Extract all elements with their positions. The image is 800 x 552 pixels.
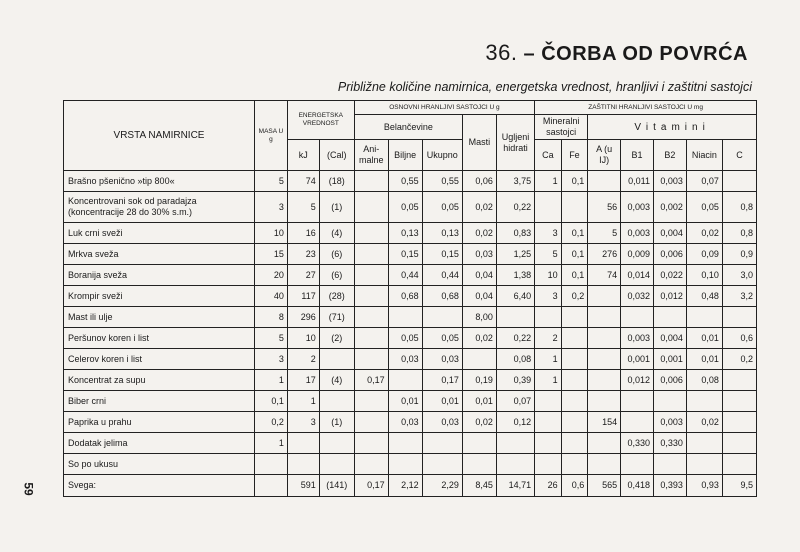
cell-ugl: 0,22: [496, 192, 534, 223]
cell-bilj: 0,15: [388, 244, 422, 265]
cell-cal: (6): [319, 265, 354, 286]
cell-b1: 0,032: [621, 286, 654, 307]
cell-fe: 0,2: [561, 286, 588, 307]
cell-ca: 3: [535, 223, 562, 244]
cell-anim: [354, 286, 388, 307]
cell-a: 276: [588, 244, 621, 265]
cell-b1: 0,330: [621, 433, 654, 454]
cell-cal: (71): [319, 307, 354, 328]
ingredient-name: Boranija sveža: [64, 265, 255, 286]
cell-b2: 0,004: [653, 223, 686, 244]
cell-kj: [287, 433, 319, 454]
cell-niacin: 0,08: [686, 370, 722, 391]
total-row: [64, 475, 757, 497]
cell-kj: 10: [287, 328, 319, 349]
cell-anim: [354, 223, 388, 244]
cell-masa: 1: [255, 370, 288, 391]
cell-anim: [354, 192, 388, 223]
cell-a: 154: [588, 412, 621, 433]
cell-b2: 0,012: [653, 286, 686, 307]
cell-cal: (4): [319, 223, 354, 244]
cell-fe: 0,6: [561, 475, 588, 497]
cell-b2: 0,006: [653, 244, 686, 265]
cell-b1: [621, 412, 654, 433]
header-masa: MASA U g: [255, 101, 288, 171]
cell-fe: [561, 349, 588, 370]
cell-niacin: 0,10: [686, 265, 722, 286]
cell-kj: 591: [287, 475, 319, 497]
cell-b1: 0,012: [621, 370, 654, 391]
cell-bilj: 0,05: [388, 192, 422, 223]
cell-masa: 5: [255, 328, 288, 349]
table-row: [64, 265, 757, 286]
cell-masa: 0,2: [255, 412, 288, 433]
cell-masti: 0,02: [462, 192, 496, 223]
cell-bilj: 0,03: [388, 412, 422, 433]
cell-fe: 0,1: [561, 223, 588, 244]
cell-masti: 0,04: [462, 265, 496, 286]
ingredient-name: Koncentrovani sok od paradajza (koncentracije 28 do 30% s.m.): [64, 192, 255, 223]
cell-bilj: [388, 370, 422, 391]
cell-a: [588, 286, 621, 307]
table-row: [64, 223, 757, 244]
ingredient-name: Koncentrat za supu: [64, 370, 255, 391]
title-number: 36.: [485, 40, 518, 65]
cell-c: 9,5: [722, 475, 756, 497]
cell-cal: (28): [319, 286, 354, 307]
ingredient-name: Mast ili ulje: [64, 307, 255, 328]
cell-ca: [535, 433, 562, 454]
cell-b1: 0,001: [621, 349, 654, 370]
cell-anim: [354, 265, 388, 286]
cell-a: 56: [588, 192, 621, 223]
cell-kj: 117: [287, 286, 319, 307]
cell-niacin: [686, 391, 722, 412]
cell-masti: [462, 454, 496, 475]
cell-kj: [287, 454, 319, 475]
header-niacin: Niacin: [686, 140, 722, 171]
cell-masa: [255, 475, 288, 497]
cell-ca: 1: [535, 349, 562, 370]
cell-anim: [354, 454, 388, 475]
cell-ukup: 0,44: [422, 265, 462, 286]
cell-bilj: 2,12: [388, 475, 422, 497]
table-row: [64, 286, 757, 307]
ingredient-name: Luk crni sveži: [64, 223, 255, 244]
table-row: [64, 192, 757, 223]
ingredient-name: Biber crni: [64, 391, 255, 412]
cell-c: 0,8: [722, 192, 756, 223]
cell-b2: 0,330: [653, 433, 686, 454]
cell-kj: 296: [287, 307, 319, 328]
cell-a: [588, 349, 621, 370]
cell-c: [722, 433, 756, 454]
cell-a: [588, 433, 621, 454]
header-c: C: [722, 140, 756, 171]
cell-b1: 0,014: [621, 265, 654, 286]
cell-masa: 40: [255, 286, 288, 307]
cell-anim: [354, 171, 388, 192]
cell-bilj: [388, 433, 422, 454]
cell-niacin: [686, 454, 722, 475]
cell-cal: [319, 349, 354, 370]
cell-c: [722, 391, 756, 412]
cell-anim: [354, 349, 388, 370]
cell-anim: [354, 412, 388, 433]
cell-ugl: [496, 433, 534, 454]
cell-ukup: [422, 454, 462, 475]
cell-cal: (4): [319, 370, 354, 391]
cell-ca: 2: [535, 328, 562, 349]
cell-niacin: 0,07: [686, 171, 722, 192]
cell-ukup: 0,13: [422, 223, 462, 244]
cell-kj: 3: [287, 412, 319, 433]
cell-ukup: 0,05: [422, 192, 462, 223]
cell-b2: 0,003: [653, 171, 686, 192]
cell-fe: [561, 307, 588, 328]
header-a: A (u IJ): [588, 140, 621, 171]
cell-niacin: [686, 307, 722, 328]
cell-niacin: [686, 433, 722, 454]
cell-ca: 10: [535, 265, 562, 286]
cell-cal: (1): [319, 192, 354, 223]
cell-ugl: 14,71: [496, 475, 534, 497]
cell-ukup: 0,03: [422, 412, 462, 433]
cell-cal: (141): [319, 475, 354, 497]
header-b1: B1: [621, 140, 654, 171]
cell-ugl: 0,83: [496, 223, 534, 244]
cell-b2: 0,003: [653, 412, 686, 433]
cell-cal: [319, 454, 354, 475]
cell-anim: [354, 328, 388, 349]
cell-masa: 10: [255, 223, 288, 244]
table-row: [64, 307, 757, 328]
cell-anim: [354, 391, 388, 412]
cell-ukup: 0,03: [422, 349, 462, 370]
cell-ukup: 0,05: [422, 328, 462, 349]
header-kj: kJ: [287, 140, 319, 171]
ingredient-name: Brašno pšenično »tip 800«: [64, 171, 255, 192]
cell-b2: [653, 391, 686, 412]
header-fe: Fe: [561, 140, 588, 171]
cell-c: [722, 307, 756, 328]
cell-niacin: 0,48: [686, 286, 722, 307]
cell-b2: 0,002: [653, 192, 686, 223]
cell-b1: 0,011: [621, 171, 654, 192]
table-row: [64, 370, 757, 391]
ingredient-name: Krompir sveži: [64, 286, 255, 307]
cell-ca: [535, 412, 562, 433]
cell-a: 565: [588, 475, 621, 497]
ingredient-name: Mrkva sveža: [64, 244, 255, 265]
cell-ca: 26: [535, 475, 562, 497]
cell-cal: (2): [319, 328, 354, 349]
cell-fe: 0,1: [561, 171, 588, 192]
cell-c: [722, 370, 756, 391]
cell-b1: 0,418: [621, 475, 654, 497]
cell-masa: 15: [255, 244, 288, 265]
cell-a: 74: [588, 265, 621, 286]
cell-masa: 0,1: [255, 391, 288, 412]
cell-masa: 5: [255, 171, 288, 192]
cell-ukup: 0,68: [422, 286, 462, 307]
cell-fe: [561, 412, 588, 433]
cell-masa: 3: [255, 192, 288, 223]
nutrition-table: [63, 100, 757, 497]
cell-ugl: 0,39: [496, 370, 534, 391]
cell-a: [588, 307, 621, 328]
cell-b1: [621, 454, 654, 475]
cell-anim: [354, 307, 388, 328]
cell-bilj: 0,44: [388, 265, 422, 286]
cell-niacin: 0,01: [686, 349, 722, 370]
header-b2: B2: [653, 140, 686, 171]
cell-masti: 0,02: [462, 328, 496, 349]
table-row: [64, 349, 757, 370]
cell-ca: [535, 192, 562, 223]
table-row: [64, 391, 757, 412]
table-row: [64, 433, 757, 454]
cell-c: 3,0: [722, 265, 756, 286]
cell-c: [722, 454, 756, 475]
cell-masti: 0,03: [462, 244, 496, 265]
cell-niacin: 0,93: [686, 475, 722, 497]
cell-ukup: [422, 433, 462, 454]
cell-ugl: 3,75: [496, 171, 534, 192]
cell-masa: [255, 454, 288, 475]
cell-b1: 0,003: [621, 328, 654, 349]
cell-anim: [354, 244, 388, 265]
header-masti: Masti: [462, 115, 496, 171]
cell-ca: [535, 454, 562, 475]
cell-b1: [621, 307, 654, 328]
header-ugljeni: Ugljeni hidrati: [496, 115, 534, 171]
cell-ukup: 0,15: [422, 244, 462, 265]
cell-b2: 0,004: [653, 328, 686, 349]
cell-bilj: 0,13: [388, 223, 422, 244]
cell-masti: [462, 349, 496, 370]
cell-c: 0,9: [722, 244, 756, 265]
cell-b2: 0,001: [653, 349, 686, 370]
cell-fe: [561, 328, 588, 349]
cell-cal: (6): [319, 244, 354, 265]
cell-fe: [561, 391, 588, 412]
cell-ugl: [496, 454, 534, 475]
cell-b1: 0,003: [621, 223, 654, 244]
cell-ugl: 0,22: [496, 328, 534, 349]
cell-niacin: 0,09: [686, 244, 722, 265]
cell-cal: (1): [319, 412, 354, 433]
cell-bilj: [388, 307, 422, 328]
cell-b2: 0,393: [653, 475, 686, 497]
cell-ugl: 6,40: [496, 286, 534, 307]
cell-masti: 0,06: [462, 171, 496, 192]
cell-ca: [535, 391, 562, 412]
header-vitamini: Vitamini: [588, 115, 757, 140]
table-row: [64, 412, 757, 433]
cell-kj: 2: [287, 349, 319, 370]
header-vrsta: VRSTA NAMIRNICE: [64, 101, 255, 171]
header-mineralni: Mineralni sastojci: [535, 115, 588, 140]
cell-fe: 0,1: [561, 265, 588, 286]
cell-bilj: 0,03: [388, 349, 422, 370]
header-osnovni: OSNOVNI HRANLJIVI SASTOJCI U g: [354, 101, 534, 115]
cell-b1: 0,009: [621, 244, 654, 265]
cell-c: 0,6: [722, 328, 756, 349]
ingredient-name: Svega:: [64, 475, 255, 497]
cell-a: [588, 391, 621, 412]
cell-masti: 0,01: [462, 391, 496, 412]
cell-cal: [319, 433, 354, 454]
cell-c: [722, 412, 756, 433]
cell-bilj: 0,55: [388, 171, 422, 192]
cell-bilj: 0,05: [388, 328, 422, 349]
cell-niacin: 0,02: [686, 223, 722, 244]
page-number: 59: [21, 482, 36, 496]
ingredient-name: So po ukusu: [64, 454, 255, 475]
cell-fe: [561, 370, 588, 391]
cell-a: 5: [588, 223, 621, 244]
cell-kj: 74: [287, 171, 319, 192]
cell-ugl: 0,07: [496, 391, 534, 412]
cell-ukup: 2,29: [422, 475, 462, 497]
cell-masti: 0,02: [462, 223, 496, 244]
header-ca: Ca: [535, 140, 562, 171]
cell-kj: 16: [287, 223, 319, 244]
cell-ukup: 0,01: [422, 391, 462, 412]
cell-ugl: 0,12: [496, 412, 534, 433]
cell-c: 0,8: [722, 223, 756, 244]
cell-bilj: 0,01: [388, 391, 422, 412]
cell-fe: [561, 454, 588, 475]
cell-ukup: 0,55: [422, 171, 462, 192]
cell-ugl: 1,25: [496, 244, 534, 265]
cell-a: [588, 454, 621, 475]
cell-masa: 8: [255, 307, 288, 328]
cell-anim: 0,17: [354, 475, 388, 497]
cell-kj: 17: [287, 370, 319, 391]
cell-niacin: 0,02: [686, 412, 722, 433]
cell-ca: 5: [535, 244, 562, 265]
cell-masti: 8,00: [462, 307, 496, 328]
cell-kj: 23: [287, 244, 319, 265]
cell-b1: [621, 391, 654, 412]
cell-kj: 5: [287, 192, 319, 223]
cell-cal: (18): [319, 171, 354, 192]
header-energetska: ENERGETSKA VREDNOST: [287, 101, 354, 140]
title-text: – ČORBA OD POVRĆA: [523, 43, 748, 65]
cell-bilj: [388, 454, 422, 475]
cell-ugl: 0,08: [496, 349, 534, 370]
table-row: [64, 244, 757, 265]
cell-masti: [462, 433, 496, 454]
cell-masti: 0,02: [462, 412, 496, 433]
cell-masa: 1: [255, 433, 288, 454]
cell-masa: 20: [255, 265, 288, 286]
cell-anim: [354, 433, 388, 454]
ingredient-name: Peršunov koren i list: [64, 328, 255, 349]
cell-ugl: [496, 307, 534, 328]
cell-ugl: 1,38: [496, 265, 534, 286]
table-row: [64, 454, 757, 475]
cell-a: [588, 328, 621, 349]
cell-anim: 0,17: [354, 370, 388, 391]
header-biljne: Biljne: [388, 140, 422, 171]
cell-b2: [653, 454, 686, 475]
header-animalne: Ani-malne: [354, 140, 388, 171]
cell-b2: 0,006: [653, 370, 686, 391]
cell-c: 0,2: [722, 349, 756, 370]
page-title: [485, 40, 748, 66]
page-subtitle: Približne količine namirnica, energetska vrednost, hranljivi i zaštitni sastojci: [337, 80, 752, 94]
ingredient-name: Dodatak jelima: [64, 433, 255, 454]
cell-b2: 0,022: [653, 265, 686, 286]
ingredient-name: Celerov koren i list: [64, 349, 255, 370]
header-cal: (Cal): [319, 140, 354, 171]
table-row: [64, 328, 757, 349]
cell-a: [588, 171, 621, 192]
header-belancevine: Belančevine: [354, 115, 462, 140]
cell-niacin: 0,01: [686, 328, 722, 349]
cell-masa: 3: [255, 349, 288, 370]
cell-fe: [561, 433, 588, 454]
cell-ca: 3: [535, 286, 562, 307]
cell-ukup: 0,17: [422, 370, 462, 391]
cell-bilj: 0,68: [388, 286, 422, 307]
cell-a: [588, 370, 621, 391]
cell-masti: 0,04: [462, 286, 496, 307]
cell-kj: 27: [287, 265, 319, 286]
cell-fe: [561, 192, 588, 223]
cell-fe: 0,1: [561, 244, 588, 265]
ingredient-name: Paprika u prahu: [64, 412, 255, 433]
cell-ca: 1: [535, 370, 562, 391]
header-ukupno: Ukupno: [422, 140, 462, 171]
cell-masti: 8,45: [462, 475, 496, 497]
cell-kj: 1: [287, 391, 319, 412]
cell-c: 3,2: [722, 286, 756, 307]
cell-ca: 1: [535, 171, 562, 192]
cell-b1: 0,003: [621, 192, 654, 223]
cell-c: [722, 171, 756, 192]
cell-ukup: [422, 307, 462, 328]
cell-masti: 0,19: [462, 370, 496, 391]
cell-cal: [319, 391, 354, 412]
cell-b2: [653, 307, 686, 328]
cell-niacin: 0,05: [686, 192, 722, 223]
header-zastitni: ZAŠTITNI HRANLJIVI SASTOJCI U mg: [535, 101, 757, 115]
table-row: [64, 171, 757, 192]
cell-ca: [535, 307, 562, 328]
